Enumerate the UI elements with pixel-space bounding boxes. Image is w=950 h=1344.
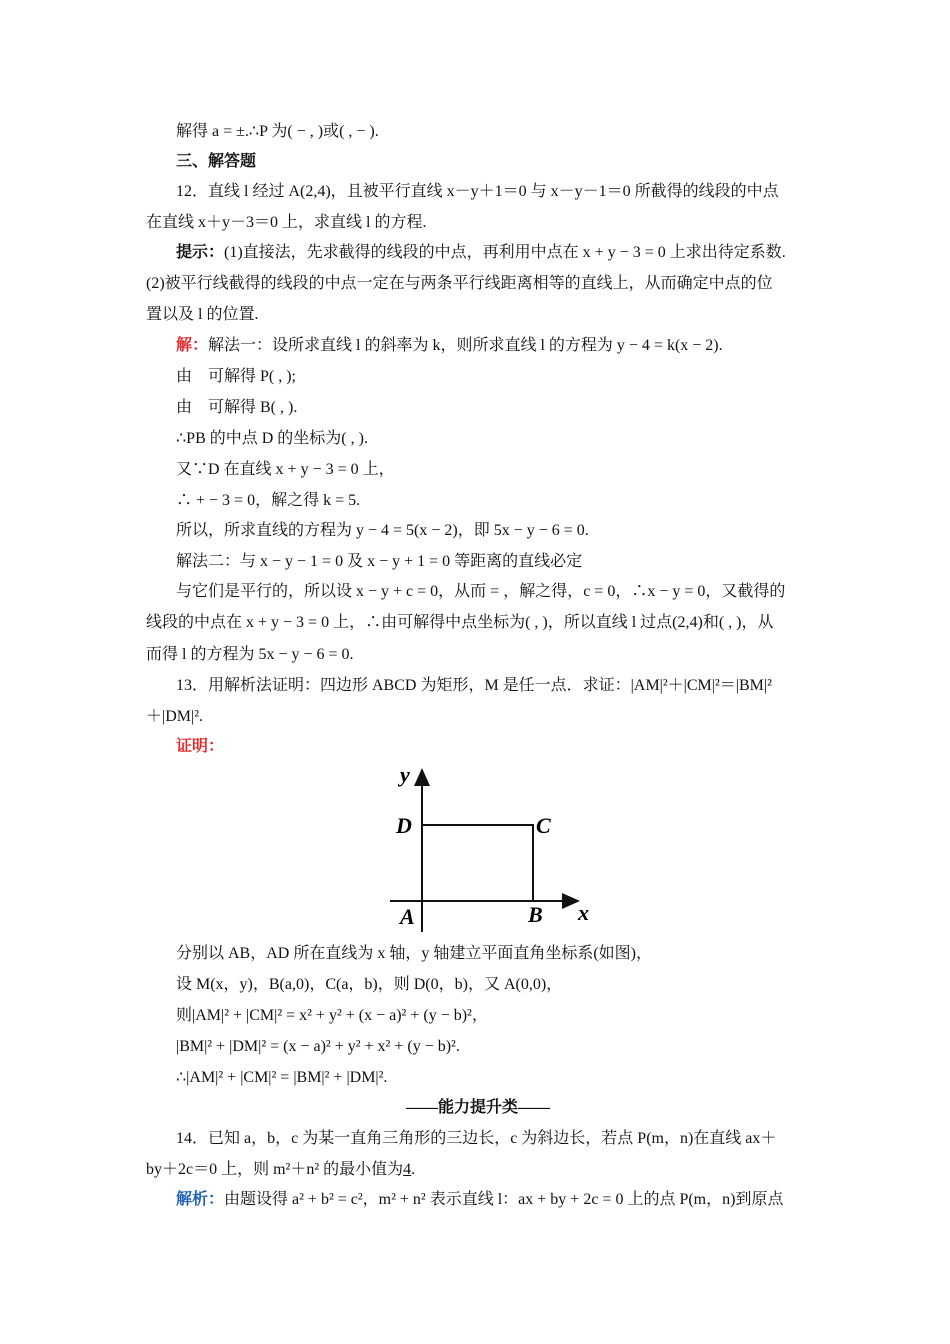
q14-text: by＋2c＝0 上，则 m²＋n² 的最小值为 bbox=[146, 1161, 404, 1178]
solution-line-4: ∴PB 的中点 D 的坐标为( , ). bbox=[176, 430, 368, 447]
solution-line-1 bbox=[176, 336, 840, 356]
y-axis-label: y bbox=[400, 762, 410, 787]
hint-text: (1)直接法，先求截得的线段的中点，再利用中点在 x + y − 3 = 0 上求出待定系数. bbox=[224, 244, 786, 261]
rectangle-figure bbox=[380, 760, 600, 935]
analysis-line-1 bbox=[176, 1190, 840, 1210]
solution-line-10: 线段的中点在 x + y − 3 = 0 上，∴由可解得中点坐标为( , )，所以直线 l 过点(2,4)和( , )，从 bbox=[146, 614, 774, 631]
q14-line-2 bbox=[146, 1160, 810, 1180]
solution-label: 解： bbox=[176, 337, 209, 354]
analysis-label: 解析： bbox=[176, 1191, 225, 1208]
point-c-label: C bbox=[536, 813, 551, 838]
hint-label: 提示： bbox=[176, 244, 225, 261]
proof-line-3: 则|AM|² + |CM|² = x² + y² + (x − a)² + (y − b)²， bbox=[176, 1007, 488, 1024]
q13-line-1: 13．用解析法证明：四边形 ABCD 为矩形，M 是任一点．求证：|AM|²＋|CM|²＝|BM|² bbox=[176, 677, 772, 694]
hint-line-2: (2)被平行线截得的线段的中点一定在与两条平行线距离相等的直线上，从而确定中点的位 bbox=[146, 275, 773, 292]
proof-line-4: |BM|² + |DM|² = (x − a)² + y² + x² + (y − b)². bbox=[176, 1038, 460, 1055]
section-heading: 三、解答题 bbox=[176, 153, 257, 170]
point-b-label: B bbox=[528, 902, 543, 927]
proof-label: 证明： bbox=[176, 738, 225, 755]
x-axis-label: x bbox=[578, 900, 589, 925]
q14-answer: 4 bbox=[403, 1161, 412, 1178]
solution-line-11: 而得 l 的方程为 5x − y − 6 = 0. bbox=[146, 646, 354, 663]
solution-line-8: 解法二：与 x − y − 1 = 0 及 x − y + 1 = 0 等距离的直线必定 bbox=[176, 553, 583, 570]
solution-line-3: 由 可解得 B( , ). bbox=[176, 399, 298, 416]
section-divider: ——能力提升类—— bbox=[405, 1099, 550, 1116]
q12-line-1: 12．直线 l 经过 A(2,4)，且被平行直线 x－y＋1＝0 与 x－y－1＝0 所截得的线段的中点 bbox=[176, 183, 779, 200]
rectangle-sides bbox=[422, 825, 533, 901]
solution-text: 解法一：设所求直线 l 的斜率为 k，则所求直线 l 的方程为 y − 4 = k(x − 2). bbox=[208, 337, 723, 354]
point-a-label: A bbox=[400, 904, 415, 929]
proof-line-2: 设 M(x，y)，B(a,0)，C(a，b)，则 D(0，b)，又 A(0,0)， bbox=[176, 976, 563, 993]
solution-line-5: 又∵D 在直线 x + y − 3 = 0 上， bbox=[176, 461, 395, 478]
q12-line-2: 在直线 x＋y－3＝0 上，求直线 l 的方程. bbox=[146, 214, 427, 231]
hint-line-1 bbox=[176, 243, 840, 263]
solution-line-6: ∴ + − 3 = 0，解之得 k = 5. bbox=[176, 492, 361, 509]
solution-line-9: 与它们是平行的，所以设 x − y + c = 0，从而 = ，解之得，c = 0，∴x − y = 0，又截得的 bbox=[176, 583, 786, 600]
text-line: 解得 a = ±.∴P 为( − , )或( , − ). bbox=[176, 123, 379, 140]
solution-line-7: 所以，所求直线的方程为 y − 4 = 5(x − 2)，即 5x − y − 6 = 0. bbox=[176, 522, 589, 539]
proof-line-5: ∴|AM|² + |CM|² = |BM|² + |DM|². bbox=[176, 1069, 388, 1086]
q14-tail: . bbox=[411, 1161, 416, 1178]
proof-line-1: 分别以 AB，AD 所在直线为 x 轴，y 轴建立平面直角坐标系(如图)， bbox=[176, 945, 652, 962]
q13-line-2: ＋|DM|². bbox=[146, 708, 203, 725]
solution-line-2: 由 可解得 P( , ); bbox=[176, 368, 297, 385]
q14-line-1: 14．已知 a，b，c 为某一直角三角形的三边长，c 为斜边长，若点 P(m，n)在直线 ax＋ bbox=[176, 1130, 777, 1147]
analysis-text: 由题设得 a² + b² = c²，m² + n² 表示直线 l：ax + by + 2c = 0 上的点 P(m，n)到原点 bbox=[224, 1191, 784, 1208]
hint-line-3: 置以及 l 的位置. bbox=[146, 306, 259, 323]
point-d-label: D bbox=[396, 813, 412, 838]
